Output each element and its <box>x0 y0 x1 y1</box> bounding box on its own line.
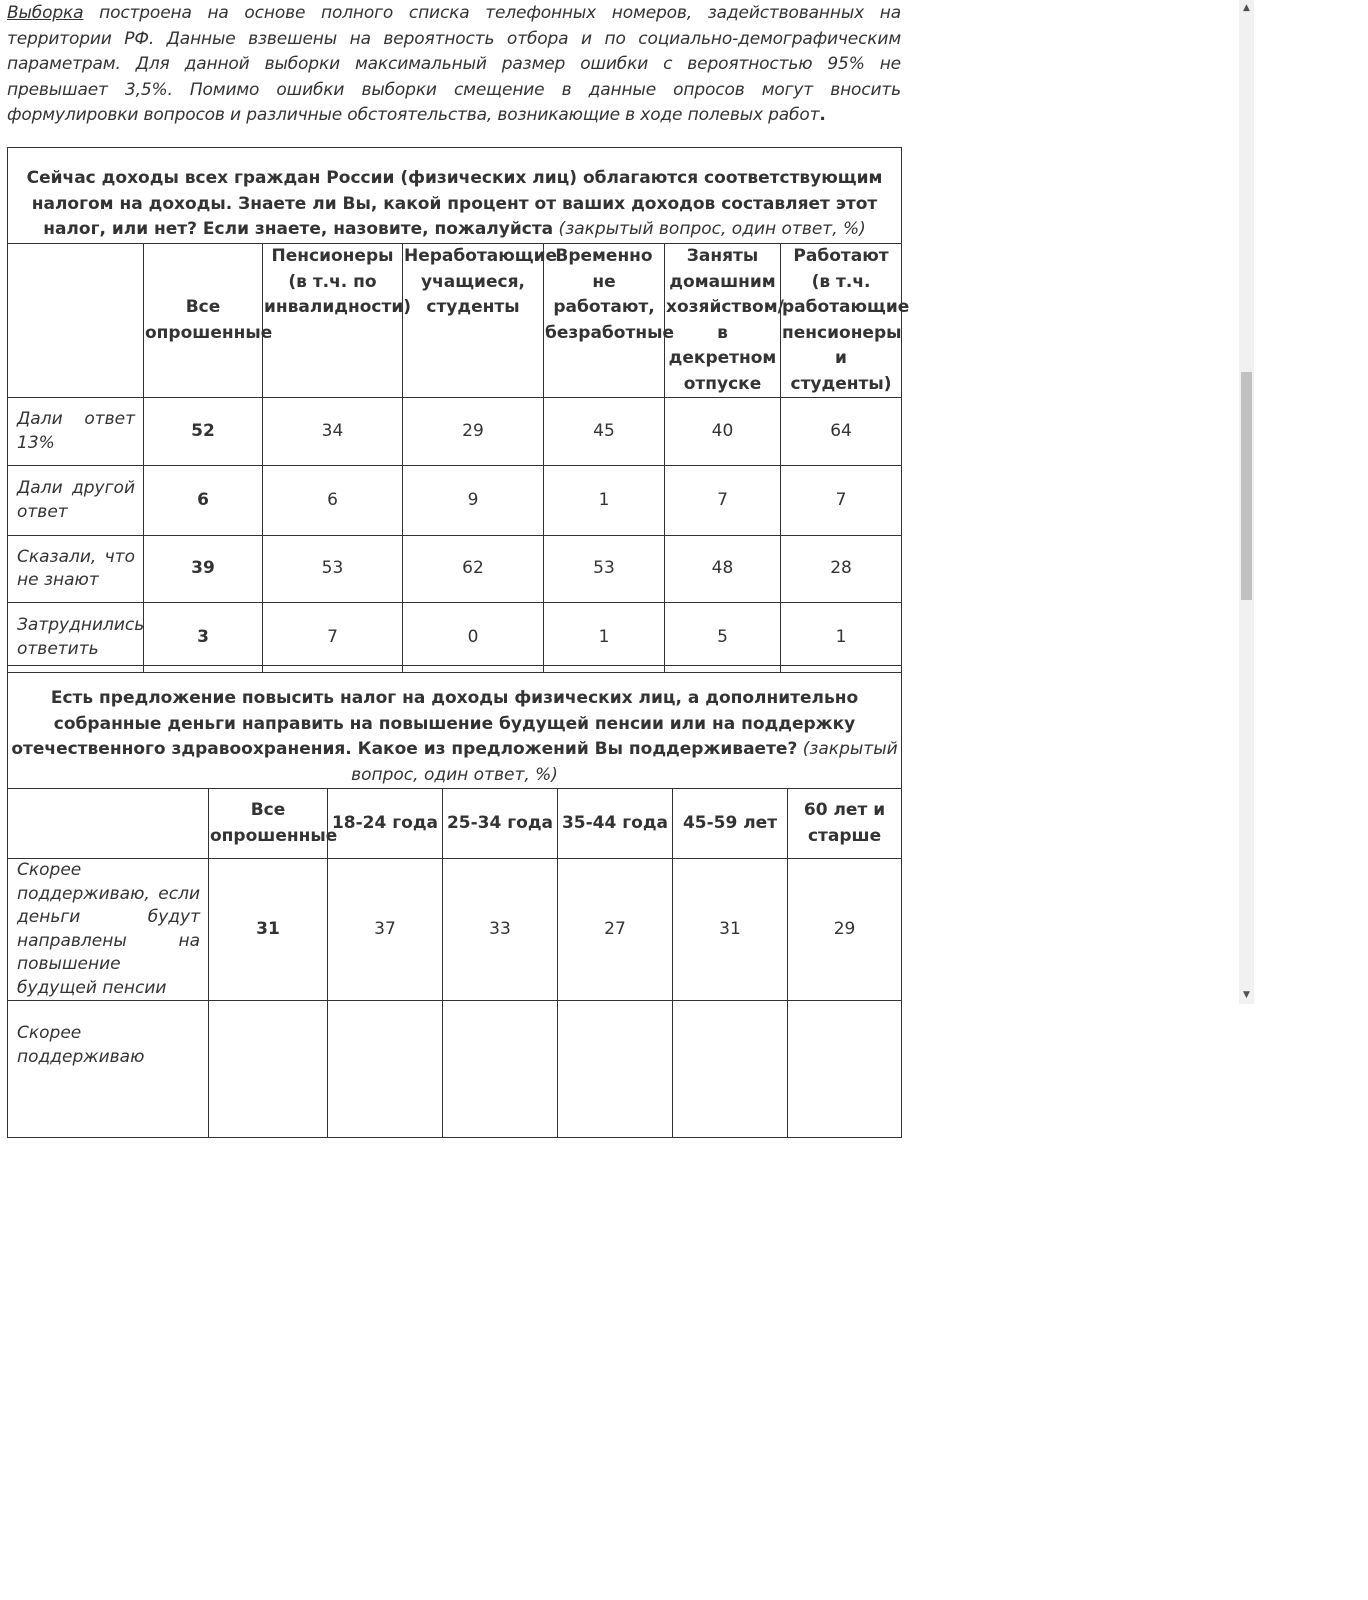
row-label: Дали другой ответ <box>8 466 144 536</box>
cell-value: 37 <box>328 859 443 1001</box>
cell-value <box>328 1001 443 1138</box>
cell-value: 1 <box>781 603 902 673</box>
cell-value: 40 <box>665 398 781 466</box>
row-label: Сказали, что не знают <box>8 536 144 603</box>
cell-value: 34 <box>263 398 403 466</box>
cell-value: 0 <box>403 603 544 673</box>
cell-value: 9 <box>403 466 544 536</box>
table1-col-header: Все опрошенные <box>144 244 263 398</box>
cell-total: 31 <box>209 859 328 1001</box>
table1-caption <box>8 148 902 244</box>
cell-total: 52 <box>144 398 263 466</box>
cell-value <box>788 1001 902 1138</box>
vertical-scrollbar[interactable] <box>1239 0 1254 1004</box>
cell-value: 1 <box>544 603 665 673</box>
cell-value: 29 <box>788 859 902 1001</box>
table-row <box>8 603 902 673</box>
table-row <box>8 466 902 536</box>
sample-link[interactable]: Выборка <box>7 3 84 23</box>
cell-value: 29 <box>403 398 544 466</box>
cell-value: 6 <box>263 466 403 536</box>
table1-col-header: Неработающие учащиеся, студенты <box>403 244 544 398</box>
table2-col-header: 60 лет и старше <box>788 789 902 859</box>
cell-value: 7 <box>781 466 902 536</box>
row-label: Дали ответ 13% <box>8 398 144 466</box>
cell-value <box>558 1001 673 1138</box>
cell-value: 62 <box>403 536 544 603</box>
cell-value: 53 <box>544 536 665 603</box>
cell-value <box>443 1001 558 1138</box>
cell-value: 7 <box>665 466 781 536</box>
table1-col-header: Пенсионеры (в т.ч. по инвалидности) <box>263 244 403 398</box>
methodology-text: построена на основе полного списка телефонных номеров, задействованных на территории РФ. Данные взвешены на вероятность отбора и по социально-демографическим параметрам. Для данной выборки максимальный размер ошибки с вероятностью 95% не превышает 3,5%. Помимо ошибки выборки смещение в данные опросов могут вносить формулировки вопросов и различные обстоятельства, возникающие в ходе полевых работ <box>7 3 901 125</box>
table2-question: Есть предложение повысить налог на доходы физических лиц, а дополнительно собранные деньги направить на повышение будущей пенсии или на поддержку отечественного здравоохранения. Какое из предложений Вы поддерживаете? <box>11 688 859 759</box>
cell-value: 1 <box>544 466 665 536</box>
cell-value: 7 <box>263 603 403 673</box>
table2-col-header: 25-34 года <box>443 789 558 859</box>
table1-col-header: Работают (в т.ч. работающие пенсионеры и студенты) <box>781 244 902 398</box>
cell-value: 48 <box>665 536 781 603</box>
income-tax-awareness-table <box>7 147 910 673</box>
cell-value <box>673 1001 788 1138</box>
cell-total <box>209 1001 328 1138</box>
row-label: Скорее поддерживаю <box>8 1001 209 1138</box>
cell-value: 64 <box>781 398 902 466</box>
table2-col-header: 18-24 года <box>328 789 443 859</box>
table2-corner <box>8 789 209 859</box>
table1-question: Сейчас доходы всех граждан России (физических лиц) облагаются соответствующим налогом на доходы. Знаете ли Вы, какой процент от ваших доходов составляет этот налог, или нет? Если знаете, назовите, пожалуйста <box>26 168 883 240</box>
table2-note: (закрытый вопрос, один ответ, %) <box>351 739 898 785</box>
table1-corner <box>8 244 144 398</box>
table-row <box>8 536 902 603</box>
tax-increase-proposal-table <box>7 665 902 1138</box>
cell-value: 5 <box>665 603 781 673</box>
cell-value: 27 <box>558 859 673 1001</box>
scrollbar-thumb[interactable] <box>1241 372 1252 600</box>
table2-col-header: 35-44 года <box>558 789 673 859</box>
table-row <box>8 859 902 1001</box>
cell-total: 3 <box>144 603 263 673</box>
methodology-end: . <box>819 105 826 125</box>
table-row <box>8 398 902 466</box>
cell-value: 33 <box>443 859 558 1001</box>
table2-col-header: Все опрошенные <box>209 789 328 859</box>
scroll-up-icon[interactable]: ▲ <box>1243 3 1250 13</box>
table2-col-header: 45-59 лет <box>673 789 788 859</box>
row-label: Скорее поддерживаю, если деньги будут направлены на повышение будущей пенсии <box>8 859 209 1001</box>
table1-note: (закрытый вопрос, один ответ, %) <box>553 219 866 240</box>
cell-value: 53 <box>263 536 403 603</box>
cell-value: 31 <box>673 859 788 1001</box>
scroll-down-icon[interactable]: ▼ <box>1243 990 1250 1000</box>
methodology-paragraph <box>7 1 901 129</box>
cell-total: 6 <box>144 466 263 536</box>
table1-col-header: Временно не работают, безработные <box>544 244 665 398</box>
table-row <box>8 1001 902 1138</box>
table1-col-header: Заняты домашним хозяйством/ в декретном отпуске <box>665 244 781 398</box>
cell-total: 39 <box>144 536 263 603</box>
cell-value: 28 <box>781 536 902 603</box>
cell-value: 45 <box>544 398 665 466</box>
table2-caption <box>8 666 902 789</box>
row-label: Затруднились ответить <box>8 603 144 673</box>
